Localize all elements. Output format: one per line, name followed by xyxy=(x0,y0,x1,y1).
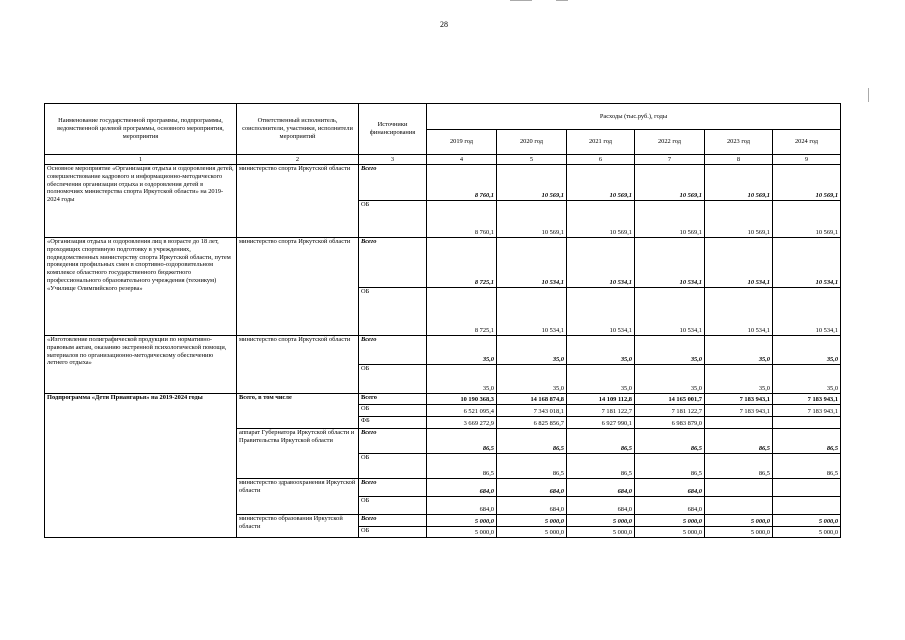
executor-name: министерство спорта Иркутской области xyxy=(237,238,359,336)
amount-cell: 10 534,1 xyxy=(567,288,635,336)
table-row xyxy=(45,394,841,405)
amount-cell: 86,5 xyxy=(773,454,841,479)
year-header: 2020 год xyxy=(497,130,567,155)
amount-cell: 10 569,1 xyxy=(567,201,635,238)
amount-cell: 7 181 122,7 xyxy=(635,405,705,417)
amount-cell: 86,5 xyxy=(705,454,773,479)
column-number: 8 xyxy=(705,155,773,165)
amount-cell: 7 183 943,1 xyxy=(773,394,841,405)
amount-cell xyxy=(773,479,841,497)
amount-cell: 7 181 122,7 xyxy=(567,405,635,417)
amount-cell: 35,0 xyxy=(567,365,635,394)
scan-artifact xyxy=(556,0,568,1)
amount-cell: 7 343 018,1 xyxy=(497,405,567,417)
amount-cell: 35,0 xyxy=(635,336,705,365)
amount-cell xyxy=(773,497,841,515)
amount-cell: 35,0 xyxy=(567,336,635,365)
year-header: 2021 год xyxy=(567,130,635,155)
source-ob: ОБ xyxy=(359,405,427,417)
column-number-row xyxy=(45,155,841,165)
amount-cell: 684,0 xyxy=(635,497,705,515)
amount-cell: 35,0 xyxy=(773,365,841,394)
amount-cell: 35,0 xyxy=(773,336,841,365)
executor-name: Всего, в том числе xyxy=(237,394,359,429)
amount-cell: 35,0 xyxy=(497,336,567,365)
header-row xyxy=(45,104,841,130)
source-total: Всего xyxy=(359,515,427,527)
source-total: Всего xyxy=(359,336,427,365)
column-number: 4 xyxy=(427,155,497,165)
amount-cell: 6 927 990,1 xyxy=(567,417,635,429)
amount-cell: 10 534,1 xyxy=(773,238,841,288)
amount-cell: 684,0 xyxy=(427,497,497,515)
table-row xyxy=(45,165,841,201)
amount-cell: 5 000,0 xyxy=(427,515,497,527)
amount-cell: 86,5 xyxy=(773,429,841,454)
amount-cell: 5 000,0 xyxy=(635,527,705,538)
column-number: 6 xyxy=(567,155,635,165)
amount-cell: 5 000,0 xyxy=(773,515,841,527)
activity-name: «Изготовление полиграфической продукции по нормативно-правовым актам, оказанию экстренной психологической помощи, материалов по организационно-методическому обеспечению летнего отдыха» xyxy=(45,336,237,394)
amount-cell: 5 000,0 xyxy=(567,527,635,538)
source-ob: ОБ xyxy=(359,527,427,538)
amount-cell: 6 825 856,7 xyxy=(497,417,567,429)
scan-artifact xyxy=(510,0,532,1)
amount-cell xyxy=(705,417,773,429)
amount-cell: 6 983 879,0 xyxy=(635,417,705,429)
column-number: 5 xyxy=(497,155,567,165)
amount-cell: 35,0 xyxy=(635,365,705,394)
amount-cell: 6 521 095,4 xyxy=(427,405,497,417)
amount-cell: 8 725,1 xyxy=(427,288,497,336)
amount-cell: 5 000,0 xyxy=(497,515,567,527)
header-expenses-col: Расходы (тыс.руб.), годы xyxy=(427,104,841,130)
amount-cell: 684,0 xyxy=(427,479,497,497)
amount-cell: 684,0 xyxy=(497,479,567,497)
amount-cell: 10 534,1 xyxy=(635,288,705,336)
column-number: 3 xyxy=(359,155,427,165)
year-header: 2022 год xyxy=(635,130,705,155)
amount-cell: 35,0 xyxy=(705,365,773,394)
amount-cell: 7 183 943,1 xyxy=(705,405,773,417)
amount-cell: 10 569,1 xyxy=(635,165,705,201)
amount-cell: 5 000,0 xyxy=(773,527,841,538)
header-executor-col: Ответственный исполнитель, соисполнители, участники, исполнители мероприятий xyxy=(237,104,359,155)
page-number: 28 xyxy=(440,20,448,29)
amount-cell: 86,5 xyxy=(427,429,497,454)
amount-cell: 10 534,1 xyxy=(567,238,635,288)
amount-cell: 86,5 xyxy=(567,454,635,479)
source-ob: ОБ xyxy=(359,497,427,515)
amount-cell: 86,5 xyxy=(497,429,567,454)
executor-name: аппарат Губернатора Иркутской области и Правительства Иркутской области xyxy=(237,429,359,479)
amount-cell: 5 000,0 xyxy=(705,527,773,538)
year-header: 2019 год xyxy=(427,130,497,155)
amount-cell: 5 000,0 xyxy=(497,527,567,538)
amount-cell: 10 534,1 xyxy=(773,288,841,336)
amount-cell: 10 569,1 xyxy=(705,201,773,238)
amount-cell: 684,0 xyxy=(497,497,567,515)
amount-cell: 684,0 xyxy=(635,479,705,497)
amount-cell: 7 183 943,1 xyxy=(773,405,841,417)
executor-name: министерство спорта Иркутской области xyxy=(237,165,359,238)
amount-cell: 5 000,0 xyxy=(567,515,635,527)
executor-name: министерство спорта Иркутской области xyxy=(237,336,359,394)
amount-cell: 86,5 xyxy=(635,429,705,454)
executor-name: министерство здравоохранения Иркутской области xyxy=(237,479,359,515)
amount-cell: 14 168 874,8 xyxy=(497,394,567,405)
amount-cell xyxy=(705,497,773,515)
amount-cell: 10 569,1 xyxy=(773,165,841,201)
source-total: Всего xyxy=(359,394,427,405)
amount-cell: 10 534,1 xyxy=(705,238,773,288)
budget-table xyxy=(44,103,841,538)
subprogram-name: Подпрограмма «Дети Приангарья» на 2019-2024 годы xyxy=(45,394,237,538)
header-source-col: Источники финансирования xyxy=(359,104,427,155)
amount-cell: 35,0 xyxy=(705,336,773,365)
source-ob: ОБ xyxy=(359,454,427,479)
amount-cell: 14 109 112,8 xyxy=(567,394,635,405)
amount-cell: 5 000,0 xyxy=(705,515,773,527)
amount-cell: 10 190 368,3 xyxy=(427,394,497,405)
amount-cell: 10 534,1 xyxy=(497,238,567,288)
amount-cell: 10 534,1 xyxy=(635,238,705,288)
source-ob: ОБ xyxy=(359,201,427,238)
amount-cell: 7 183 943,1 xyxy=(705,394,773,405)
executor-name: министерство образования Иркутской области xyxy=(237,515,359,538)
source-ob: ОБ xyxy=(359,365,427,394)
amount-cell: 10 569,1 xyxy=(497,201,567,238)
source-ob: ОБ xyxy=(359,288,427,336)
column-number: 9 xyxy=(773,155,841,165)
amount-cell: 10 534,1 xyxy=(705,288,773,336)
scan-artifact xyxy=(868,88,869,102)
amount-cell: 86,5 xyxy=(705,429,773,454)
amount-cell: 8 760,1 xyxy=(427,165,497,201)
amount-cell: 8 760,1 xyxy=(427,201,497,238)
source-fb: ФБ xyxy=(359,417,427,429)
amount-cell: 5 000,0 xyxy=(635,515,705,527)
amount-cell: 10 534,1 xyxy=(497,288,567,336)
column-number: 2 xyxy=(237,155,359,165)
year-header: 2024 год xyxy=(773,130,841,155)
amount-cell: 684,0 xyxy=(567,479,635,497)
amount-cell: 10 569,1 xyxy=(635,201,705,238)
amount-cell: 10 569,1 xyxy=(773,201,841,238)
amount-cell: 10 569,1 xyxy=(567,165,635,201)
amount-cell: 8 725,1 xyxy=(427,238,497,288)
source-total: Всего xyxy=(359,429,427,454)
amount-cell xyxy=(705,479,773,497)
column-number: 7 xyxy=(635,155,705,165)
amount-cell xyxy=(773,417,841,429)
table-row xyxy=(45,238,841,288)
source-total: Всего xyxy=(359,479,427,497)
amount-cell: 86,5 xyxy=(635,454,705,479)
amount-cell: 35,0 xyxy=(427,365,497,394)
amount-cell: 35,0 xyxy=(497,365,567,394)
source-total: Всего xyxy=(359,165,427,201)
year-header: 2023 год xyxy=(705,130,773,155)
amount-cell: 10 569,1 xyxy=(705,165,773,201)
header-name-col: Наименование государственной программы, подпрограммы, ведомственной целевой программы, основного мероприятия, мероприятия xyxy=(45,104,237,155)
amount-cell: 86,5 xyxy=(497,454,567,479)
amount-cell: 14 165 001,7 xyxy=(635,394,705,405)
amount-cell: 10 569,1 xyxy=(497,165,567,201)
amount-cell: 86,5 xyxy=(427,454,497,479)
amount-cell: 3 669 272,9 xyxy=(427,417,497,429)
column-number: 1 xyxy=(45,155,237,165)
amount-cell: 5 000,0 xyxy=(427,527,497,538)
table-row xyxy=(45,336,841,365)
activity-name: «Организация отдыха и оздоровления лиц в возрасте до 18 лет, проходящих спортивную подготовку в учреждениях, подведомственных министерству спорта Иркутской области, путем проведения профильных смен в спортивно-оздоровительном комплексе областного государственного бюджетного профессионального образовательного учреждения (техникум) «Училище Олимпийского резерва» xyxy=(45,238,237,336)
amount-cell: 684,0 xyxy=(567,497,635,515)
activity-name: Основное мероприятие «Организация отдыха и оздоровления детей, совершенствование кадрового и информационно-методического обеспечения организации отдыха и оздоровления детей в полномочиях министерства спорта Иркутской области» на 2019-2024 годы xyxy=(45,165,237,238)
amount-cell: 35,0 xyxy=(427,336,497,365)
source-total: Всего xyxy=(359,238,427,288)
amount-cell: 86,5 xyxy=(567,429,635,454)
